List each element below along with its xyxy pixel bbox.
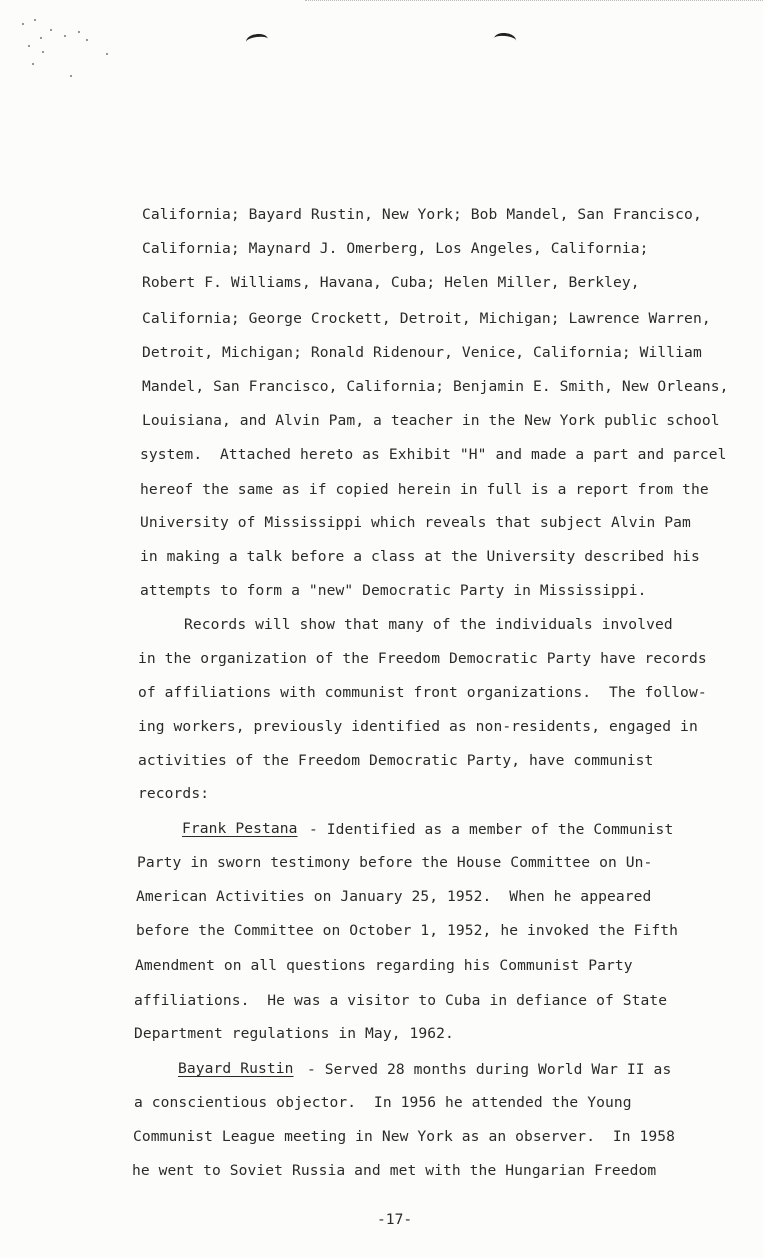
page-number: -17- xyxy=(377,1211,413,1228)
text-line: hereof the same as if copied herein in full is a report from the xyxy=(140,481,709,498)
text-line: a conscientious objector. In 1956 he attended the Young xyxy=(134,1094,632,1111)
text-line: Louisiana, and Alvin Pam, a teacher in the New York public school xyxy=(142,412,720,429)
text-line: American Activities on January 25, 1952. When he appeared xyxy=(136,888,652,905)
text-line: before the Committee on October 1, 1952, he invoked the Fifth xyxy=(136,922,679,939)
text-line: Robert F. Williams, Havana, Cuba; Helen Miller, Berkley, xyxy=(142,274,640,291)
text-line: California; Bayard Rustin, New York; Bob Mandel, San Francisco, xyxy=(142,206,702,223)
text-line: of affiliations with communist front organizations. The follow- xyxy=(138,684,707,701)
text-line: California; Maynard J. Omerberg, Los Angeles, California; xyxy=(142,240,649,257)
top-edge-dotted-line xyxy=(305,0,763,1)
text-line: Party in sworn testimony before the House Committee on Un- xyxy=(137,854,653,871)
text-line: California; George Crockett, Detroit, Michigan; Lawrence Warren, xyxy=(142,310,711,327)
binder-hole-mark-right xyxy=(493,32,516,47)
text-line: - Served 28 months during World War II as xyxy=(307,1061,672,1078)
name-bayard-rustin: Bayard Rustin xyxy=(178,1060,294,1077)
text-line: Mandel, San Francisco, California; Benjamin E. Smith, New Orleans, xyxy=(142,378,729,395)
text-line: affiliations. He was a visitor to Cuba in defiance of State xyxy=(134,992,668,1009)
text-line: Records will show that many of the individuals involved xyxy=(184,616,673,633)
scan-specks xyxy=(20,15,110,85)
text-line: in the organization of the Freedom Democratic Party have records xyxy=(138,650,707,667)
text-line: Amendment on all questions regarding his Communist Party xyxy=(135,957,633,974)
text-line: Communist League meeting in New York as an observer. In 1958 xyxy=(133,1128,676,1145)
text-line: University of Mississippi which reveals that subject Alvin Pam xyxy=(140,514,691,531)
text-line: activities of the Freedom Democratic Party, have communist xyxy=(138,752,654,769)
text-line: system. Attached hereto as Exhibit "H" and made a part and parcel xyxy=(140,446,727,463)
text-line: Detroit, Michigan; Ronald Ridenour, Venice, California; William xyxy=(142,344,702,361)
binder-hole-mark-left xyxy=(245,33,269,49)
text-line: attempts to form a "new" Democratic Party in Mississippi. xyxy=(140,582,647,599)
text-line: ing workers, previously identified as non-residents, engaged in xyxy=(138,718,698,735)
text-line: he went to Soviet Russia and met with the Hungarian Freedom xyxy=(132,1162,657,1179)
text-line: Department regulations in May, 1962. xyxy=(134,1025,454,1042)
name-frank-pestana: Frank Pestana xyxy=(182,820,298,837)
text-line: in making a talk before a class at the University described his xyxy=(140,548,700,565)
text-line: - Identified as a member of the Communist xyxy=(309,821,674,838)
text-line: records: xyxy=(138,785,210,802)
